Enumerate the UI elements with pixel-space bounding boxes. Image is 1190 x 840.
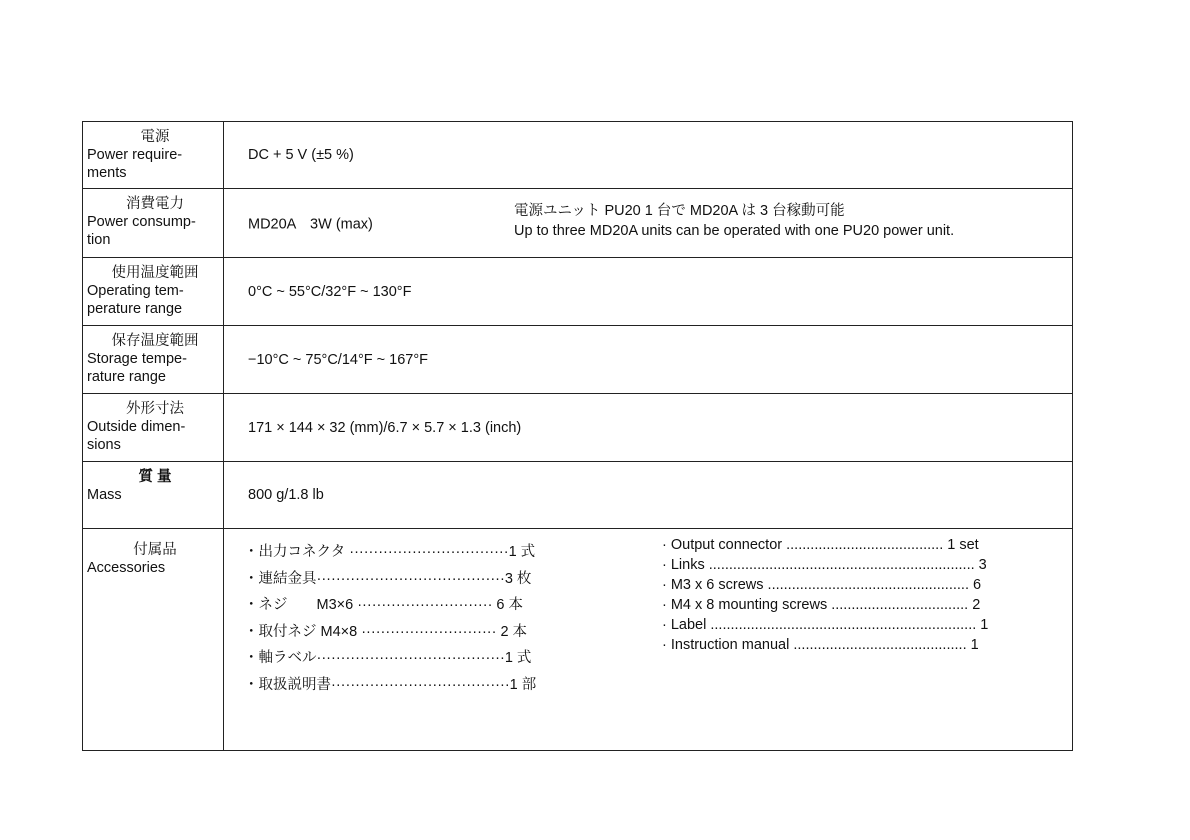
note-ja: 電源ユニット PU20 1 台で MD20A は 3 台稼動可能 (514, 203, 845, 219)
accessories-list-en (662, 535, 988, 655)
list-item: ・取付ネジ M4×8 ···························· 2 本 (244, 623, 528, 640)
list-item: · M4 x 8 mounting screws .................................. 2 (662, 597, 981, 613)
row-power-consumption (83, 189, 1072, 258)
row-outside-dimensions (83, 394, 1072, 462)
row-mass (83, 462, 1072, 529)
value-text: DC + 5 V (±5 %) (248, 147, 354, 163)
row-storage-temperature (83, 326, 1072, 394)
label-en: Power require- ments (87, 147, 183, 181)
value-cell (224, 122, 1072, 188)
value-cell (224, 394, 1072, 461)
label-en: Power consump- tion (87, 214, 196, 248)
accessories-list-ja (244, 539, 536, 698)
label-ja: 保存温度範囲 (111, 333, 199, 349)
value-cell (224, 189, 1072, 257)
label-ja: 電源 (140, 129, 170, 145)
list-item: ・出力コネクタ ·································1 式 (244, 544, 536, 560)
row-power-requirements (83, 122, 1072, 189)
label-en: Storage tempe- rature range (87, 351, 187, 385)
label-cell (83, 326, 224, 393)
value-text: 171 × 144 × 32 (mm)/6.7 × 5.7 × 1.3 (inch) (248, 419, 522, 436)
value-cell (224, 258, 1072, 325)
list-item: · Label .................................................................. 1 (662, 617, 989, 633)
label-ja: 消費電力 (126, 196, 184, 212)
label-cell (83, 394, 224, 461)
note-en: Up to three MD20A units can be operated with one PU20 power unit. (514, 223, 955, 239)
list-item: ・軸ラベル·······································1 式 (244, 650, 532, 666)
list-item: ・連結金具·······································3 枚 (244, 570, 532, 587)
list-item: · M3 x 6 screws .................................................. 6 (662, 577, 982, 593)
value-cell (224, 326, 1072, 393)
list-item: ・ネジ M3×6 ···························· 6 本 (244, 597, 524, 613)
list-item: · Output connector ....................................... 1 set (662, 537, 979, 553)
list-item: ・取扱説明書·····································1 部 (244, 676, 537, 693)
label-ja: 付属品 (133, 542, 177, 558)
label-en: Accessories (87, 560, 166, 576)
value-text: MD20A 3W (max) (248, 216, 373, 233)
value-cell (224, 529, 1072, 750)
specifications-table (82, 121, 1073, 751)
label-en: Operating tem- perature range (87, 283, 184, 317)
row-accessories (83, 529, 1072, 750)
label-en: Outside dimen- sions (87, 419, 186, 453)
label-cell (83, 258, 224, 325)
row-operating-temperature (83, 258, 1072, 326)
label-cell (83, 462, 224, 528)
label-cell (83, 122, 224, 188)
value-text: −10°C ~ 75°C/14°F ~ 167°F (248, 351, 428, 368)
label-ja: 質 量 (138, 469, 172, 485)
value-text: 0°C ~ 55°C/32°F ~ 130°F (248, 283, 412, 300)
label-ja: 使用温度範囲 (111, 265, 199, 281)
label-en: Mass (87, 487, 122, 503)
value-cell (224, 462, 1072, 528)
label-cell (83, 189, 224, 257)
label-cell (83, 529, 224, 750)
label-ja: 外形寸法 (126, 401, 184, 417)
value-text: 800 g/1.8 lb (248, 487, 324, 503)
power-unit-note (514, 201, 954, 241)
list-item: · Links .................................................................. 3 (662, 557, 987, 573)
list-item: · Instruction manual ........................................... 1 (662, 637, 979, 653)
